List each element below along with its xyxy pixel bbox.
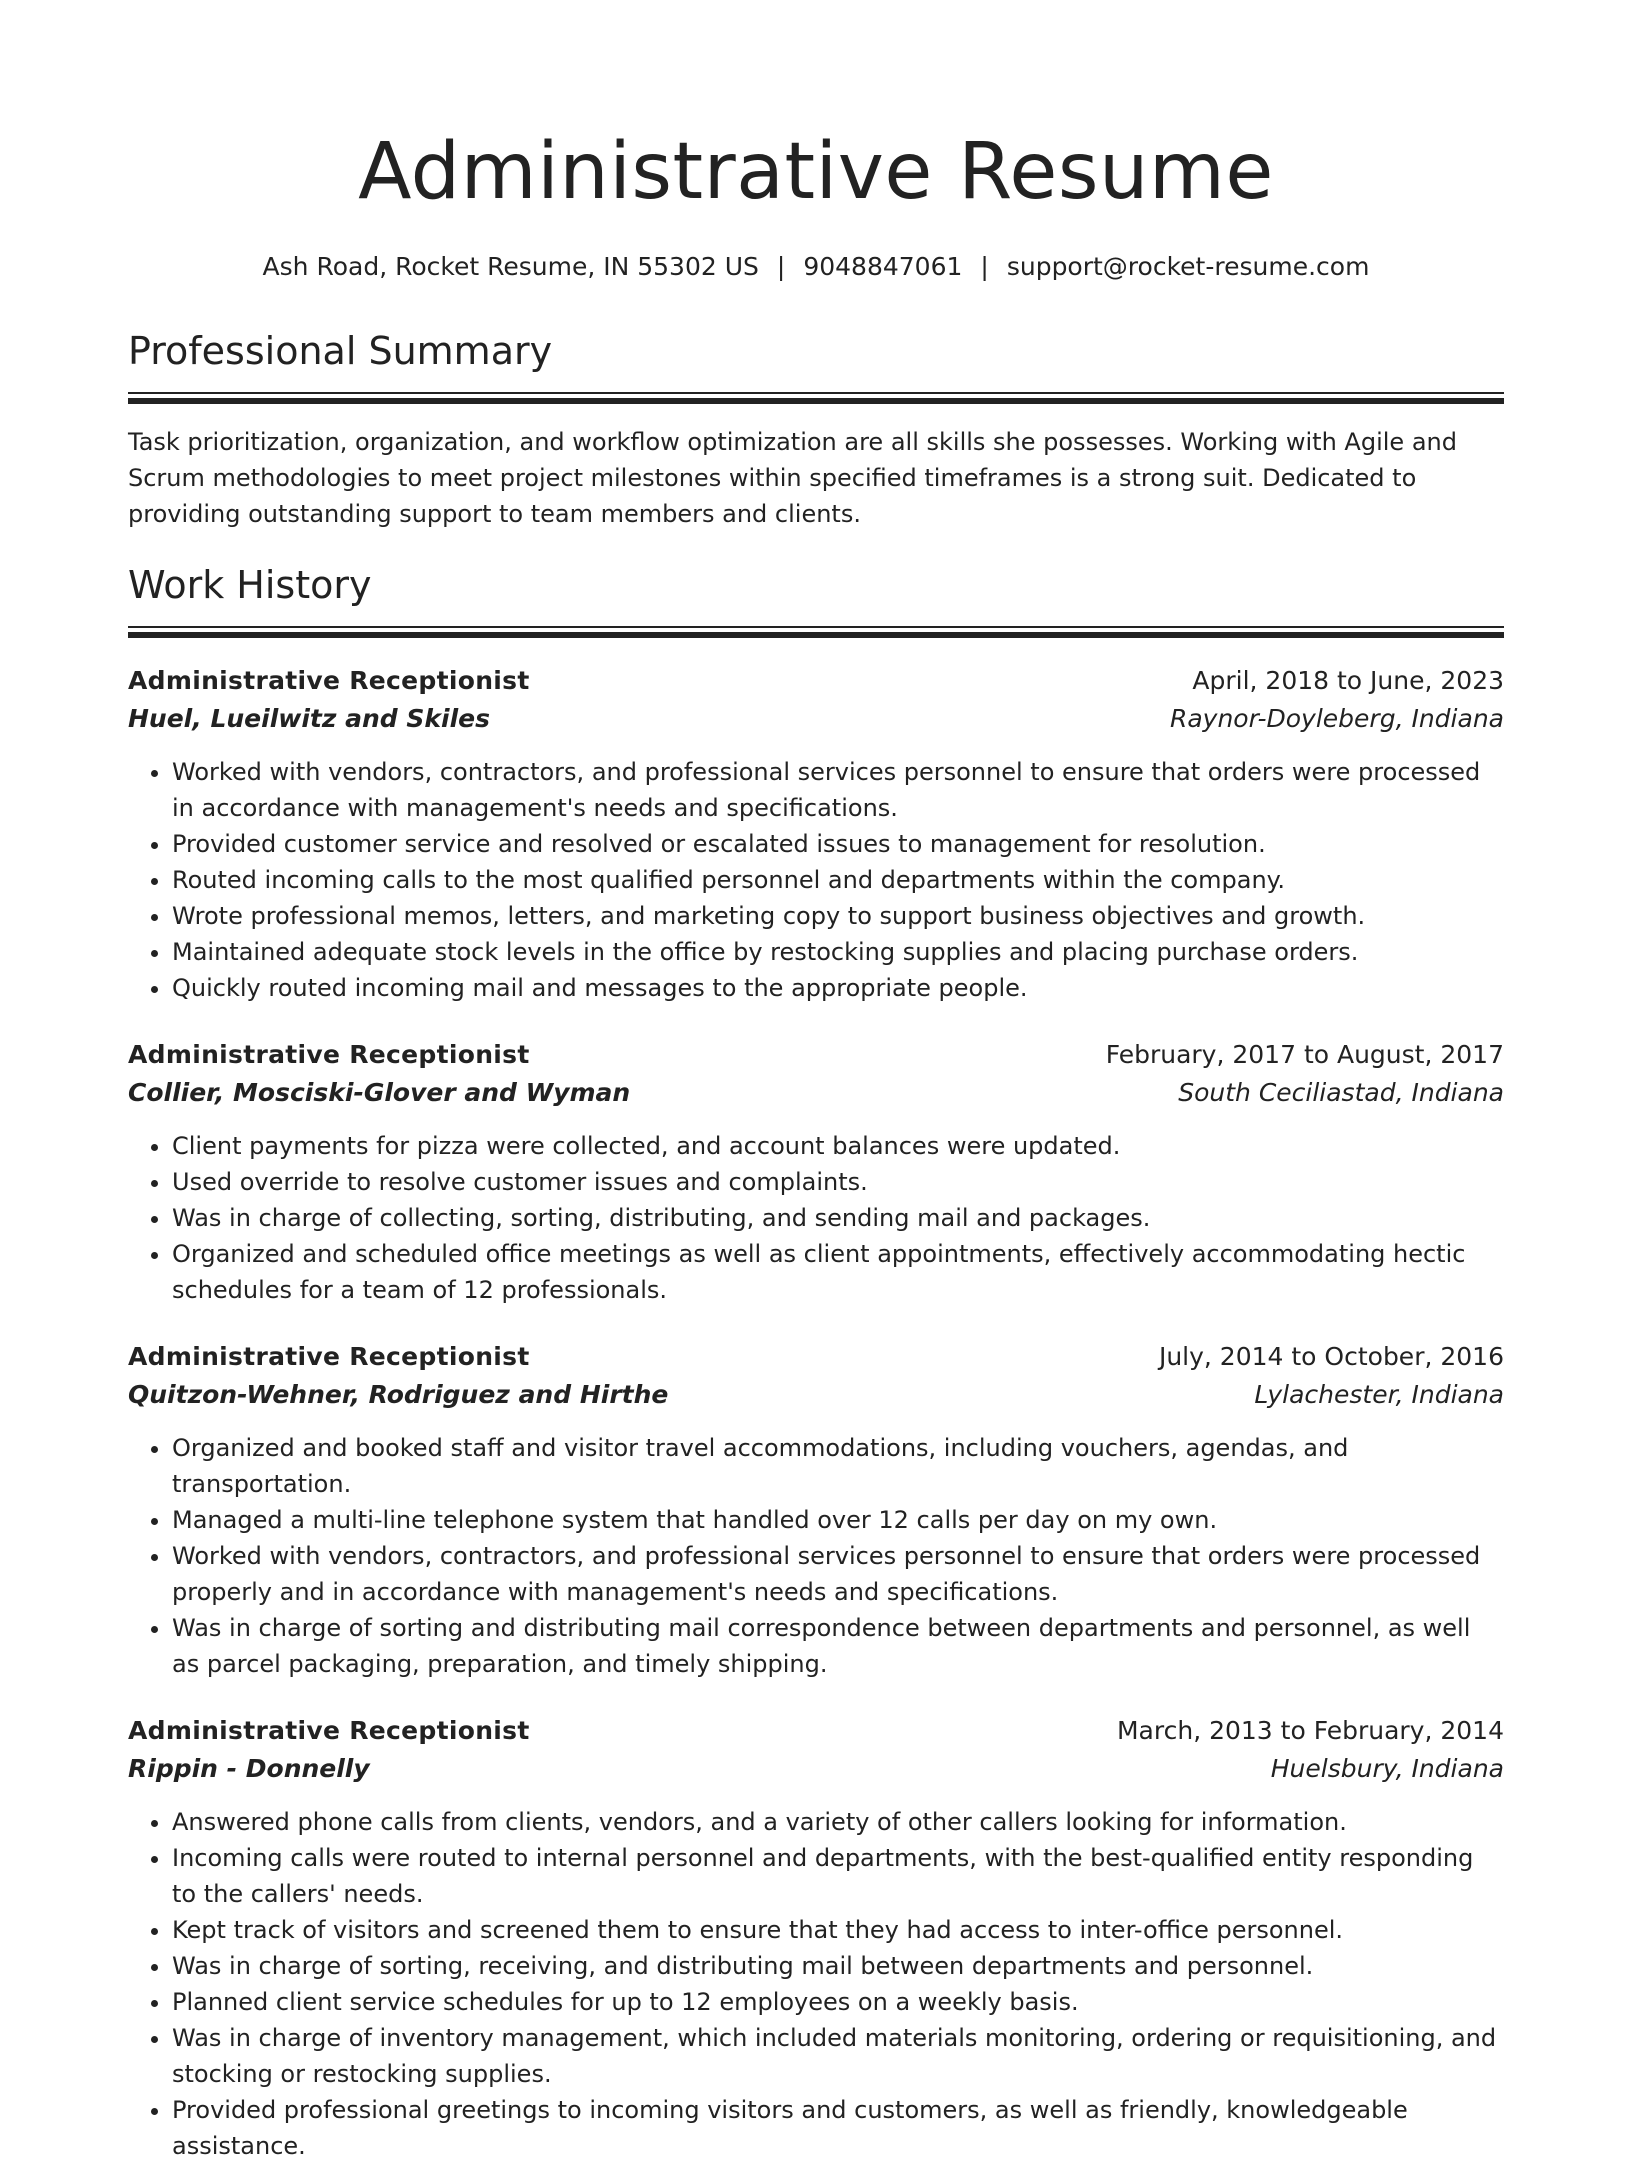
job-bullet-list xyxy=(128,1128,1504,1308)
job-bullet: • Provided professional greetings to incoming visitors and customers, as well as friendly, knowledgeable assistance. xyxy=(172,2092,1504,2164)
job-location: South Ceciliastad, Indiana xyxy=(1178,1078,1504,1107)
job-entry xyxy=(128,662,1504,1006)
contact-address: Ash Road, Rocket Resume, IN 55302 US xyxy=(262,252,759,281)
job-employer-row xyxy=(128,700,1504,738)
job-header-row xyxy=(128,1036,1504,1074)
summary-text: Task prioritization, organization, and workflow optimization are all skills she possesses. Working with Agile and Scrum methodologies to meet project milestones within specified timeframes is a strong suit. Dedicated to providing outstanding support to team members and clients. xyxy=(128,428,1457,528)
job-location: Lylachester, Indiana xyxy=(1254,1380,1504,1409)
job-entry xyxy=(128,1712,1504,2164)
resume-title: Administrative Resume xyxy=(358,127,1274,217)
job-entry xyxy=(128,1338,1504,1682)
job-bullet: • Wrote professional memos, letters, and marketing copy to support business objectives and growth. xyxy=(172,898,1504,934)
job-employer-row xyxy=(128,1750,1504,1788)
section-divider xyxy=(128,392,1504,404)
job-dates: July, 2014 to October, 2016 xyxy=(1158,1342,1504,1371)
job-bullet: • Incoming calls were routed to internal personnel and departments, with the best-qualified entity responding to the callers' needs. xyxy=(172,1840,1504,1912)
job-dates: April, 2018 to June, 2023 xyxy=(1192,666,1504,695)
job-location: Raynor-Doyleberg, Indiana xyxy=(1169,704,1504,733)
job-bullet: • Client payments for pizza were collected, and account balances were updated. xyxy=(172,1128,1504,1164)
contact-line xyxy=(128,250,1504,284)
contact-email: support@rocket-resume.com xyxy=(1006,252,1370,281)
job-dates: March, 2013 to February, 2014 xyxy=(1116,1716,1504,1745)
job-header-row xyxy=(128,662,1504,700)
job-company: Collier, Mosciski-Glover and Wyman xyxy=(128,1078,631,1107)
job-bullet: • Organized and booked staff and visitor travel accommodations, including vouchers, agendas, and transportation. xyxy=(172,1430,1504,1502)
job-bullet: • Worked with vendors, contractors, and professional services personnel to ensure that orders were processed properly and in accordance with management's needs and specifications. xyxy=(172,1538,1504,1610)
job-header-row xyxy=(128,1338,1504,1376)
job-bullet: • Worked with vendors, contractors, and professional services personnel to ensure that orders were processed in accordance with management's needs and specifications. xyxy=(172,754,1504,826)
job-bullet: • Quickly routed incoming mail and messages to the appropriate people. xyxy=(172,970,1504,1006)
job-title: Administrative Receptionist xyxy=(128,1342,530,1371)
job-title: Administrative Receptionist xyxy=(128,666,530,695)
work-history-section xyxy=(128,560,1504,2164)
job-bullet: • Maintained adequate stock levels in the office by restocking supplies and placing purchase orders. xyxy=(172,934,1504,970)
job-entry xyxy=(128,1036,1504,1308)
job-bullet: • Was in charge of inventory management, which included materials monitoring, ordering or requisitioning, and stocking or restocking supplies. xyxy=(172,2020,1504,2092)
section-divider xyxy=(128,626,1504,638)
job-company: Huel, Lueilwitz and Skiles xyxy=(128,704,491,733)
contact-separator: | xyxy=(776,252,786,281)
job-bullet: • Organized and scheduled office meetings as well as client appointments, effectively accommodating hectic schedules for a team of 12 professionals. xyxy=(172,1236,1504,1308)
job-bullet: • Was in charge of collecting, sorting, distributing, and sending mail and packages. xyxy=(172,1200,1504,1236)
job-bullet: • Was in charge of sorting, receiving, and distributing mail between departments and personnel. xyxy=(172,1948,1504,1984)
job-bullet: • Managed a multi-line telephone system that handled over 12 calls per day on my own. xyxy=(172,1502,1504,1538)
job-bullet: • Was in charge of sorting and distributing mail correspondence between departments and personnel, as well as parcel packaging, preparation, and timely shipping. xyxy=(172,1610,1504,1682)
job-bullet: • Used override to resolve customer issues and complaints. xyxy=(172,1164,1504,1200)
job-bullet: • Answered phone calls from clients, vendors, and a variety of other callers looking for information. xyxy=(172,1804,1504,1840)
job-bullet-list xyxy=(128,754,1504,1006)
section-heading-work-history: Work History xyxy=(128,563,372,607)
job-dates: February, 2017 to August, 2017 xyxy=(1105,1040,1504,1069)
job-company: Quitzon-Wehner, Rodriguez and Hirthe xyxy=(128,1380,669,1409)
job-bullet: • Planned client service schedules for up to 12 employees on a weekly basis. xyxy=(172,1984,1504,2020)
job-header-row xyxy=(128,1712,1504,1750)
job-bullet: • Routed incoming calls to the most qualified personnel and departments within the company. xyxy=(172,862,1504,898)
job-employer-row xyxy=(128,1376,1504,1414)
job-location: Huelsbury, Indiana xyxy=(1270,1754,1504,1783)
job-bullet: • Kept track of visitors and screened them to ensure that they had access to inter-office personnel. xyxy=(172,1912,1504,1948)
job-company: Rippin - Donnelly xyxy=(128,1754,370,1783)
job-bullet-list xyxy=(128,1804,1504,2164)
professional-summary-section xyxy=(128,326,1504,532)
job-employer-row xyxy=(128,1074,1504,1112)
contact-phone: 9048847061 xyxy=(803,252,963,281)
job-title: Administrative Receptionist xyxy=(128,1716,530,1745)
job-bullet: • Provided customer service and resolved or escalated issues to management for resolution. xyxy=(172,826,1504,862)
contact-separator: | xyxy=(980,252,989,281)
job-bullet-list xyxy=(128,1430,1504,1682)
job-title: Administrative Receptionist xyxy=(128,1040,530,1069)
section-heading-summary: Professional Summary xyxy=(128,329,553,373)
